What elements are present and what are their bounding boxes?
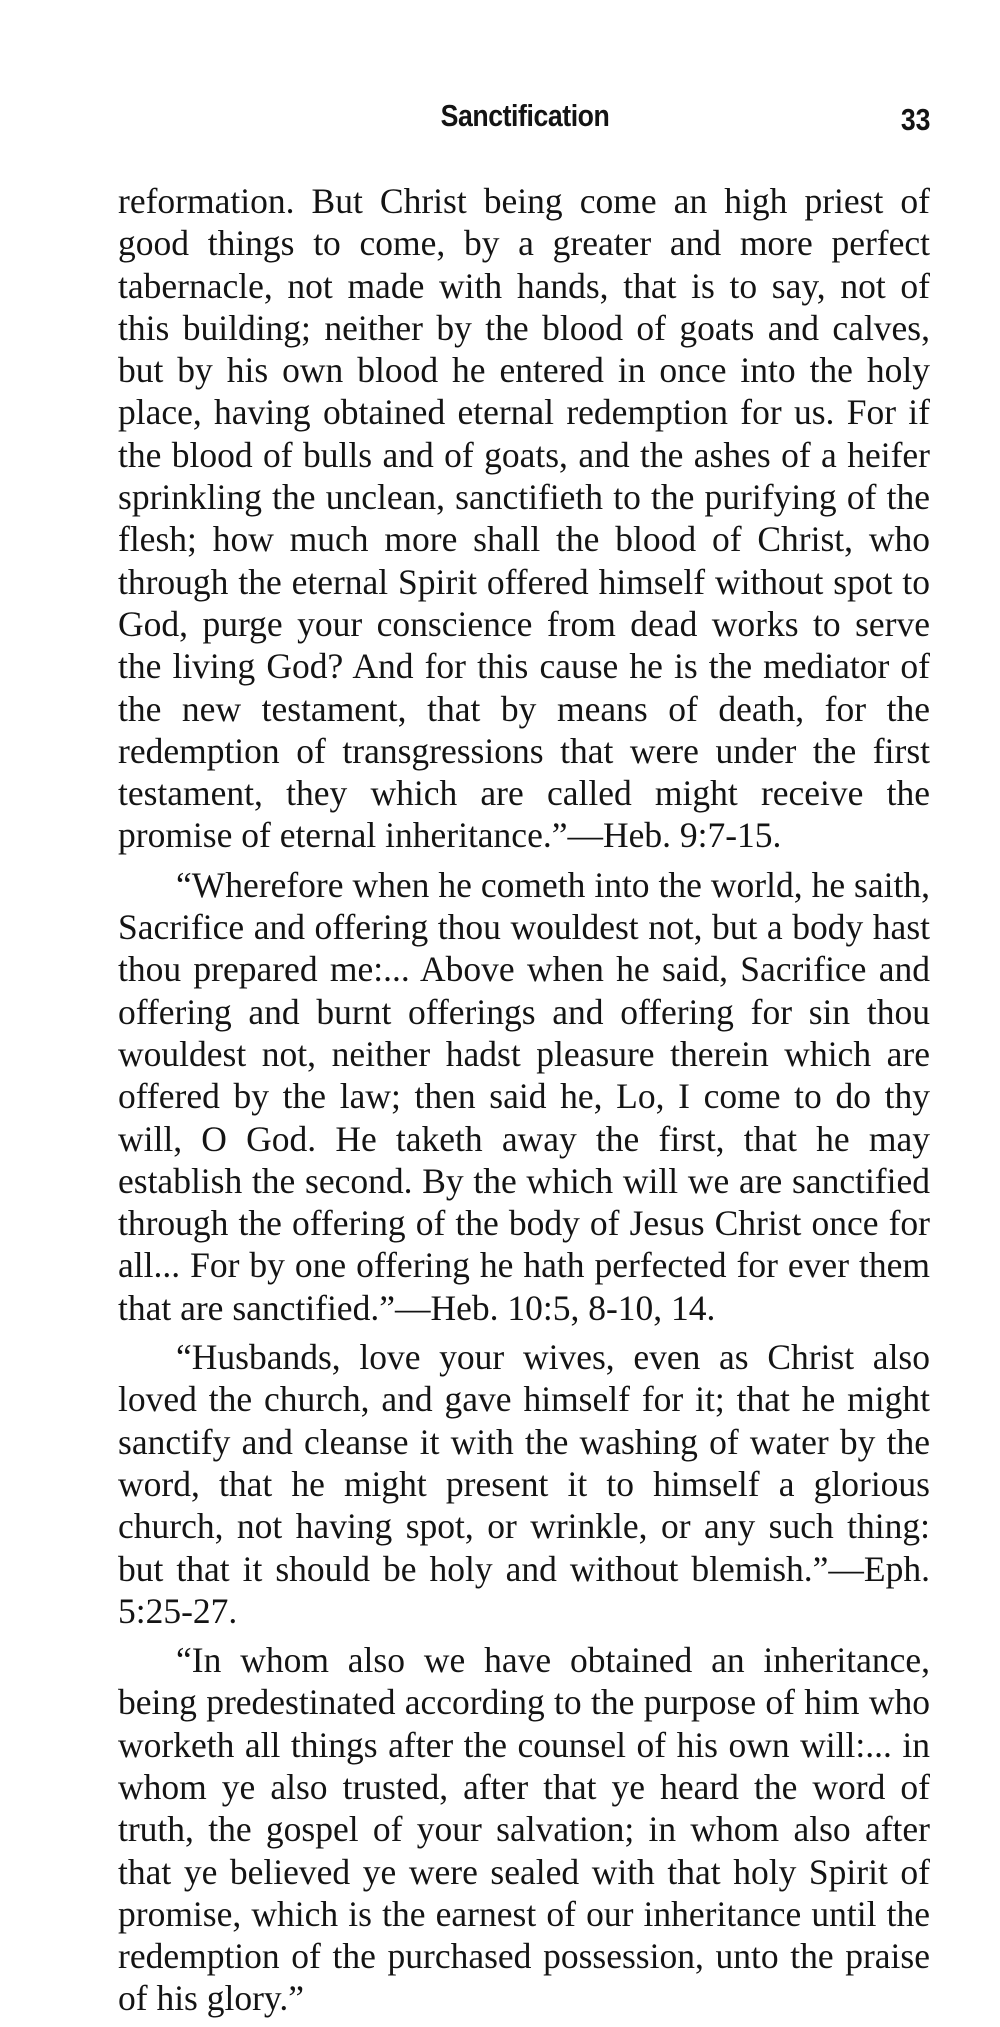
paragraph-inheritance: “In whom also we have obtained an inheritance, being predestinated according to the purpose of him who worketh all things after the counsel of his own will:... in whom ye also trusted, after that ye heard the word of truth, the gospel of your salvation; in whom also after that ye believed ye were sealed with that holy Spirit of promise, which is the earnest of our inheritance until the redemption of the purchased possession, unto the praise of his glory.” (118, 1640, 930, 2019)
running-header (120, 98, 930, 148)
paragraph-continuation: reformation. But Christ being come an high priest of good things to come, by a greater and more perfect tabernacle, not made with hands, that is to say, not of this building; neither by the blood of goats and calves, but by his own blood he entered in once into the holy place, having obtained eternal redemption for us. For if the blood of bulls and of goats, and the ashes of a heifer sprinkling the unclean, sanctifieth to the purifying of the flesh; how much more shall the blood of Christ, who through the eternal Spirit offered himself without spot to God, purge your conscience from dead works to serve the living God? And for this cause he is the mediator of the new testament, that by means of death, for the redemption of transgressions that were under the first testament, they which are called might receive the promise of eternal inheritance.”—Heb. 9:7-15. (118, 181, 930, 856)
paragraph-hebrews-10: “Wherefore when he cometh into the world, he saith, Sacrifice and offering thou wouldest not, but a body hast thou prepared me:... Above when he said, Sacrifice and offering and burnt offerings and offering for sin thou wouldest not, neither hadst pleasure therein which are offered by the law; then said he, Lo, I come to do thy will, O God. He taketh away the first, that he may establish the second. By the which will we are sanctified through the offering of the body of Jesus Christ once for all... For by one offering he hath perfected for ever them that are sanctified.”—Heb. 10:5, 8-10, 14. (118, 864, 930, 1328)
running-title: Sanctification (440, 98, 610, 133)
paragraph-ephesians-5: “Husbands, love your wives, even as Christ also loved the church, and gave himself for it; that he might sanctify and cleanse it with the washing of water by the word, that he might present it to himself a glorious church, not having spot, or wrinkle, or any such thing: but that it should be holy and without blemish.”—Eph. 5:25-27. (118, 1337, 930, 1631)
page-number: 33 (900, 102, 930, 137)
body-text (118, 180, 930, 2027)
